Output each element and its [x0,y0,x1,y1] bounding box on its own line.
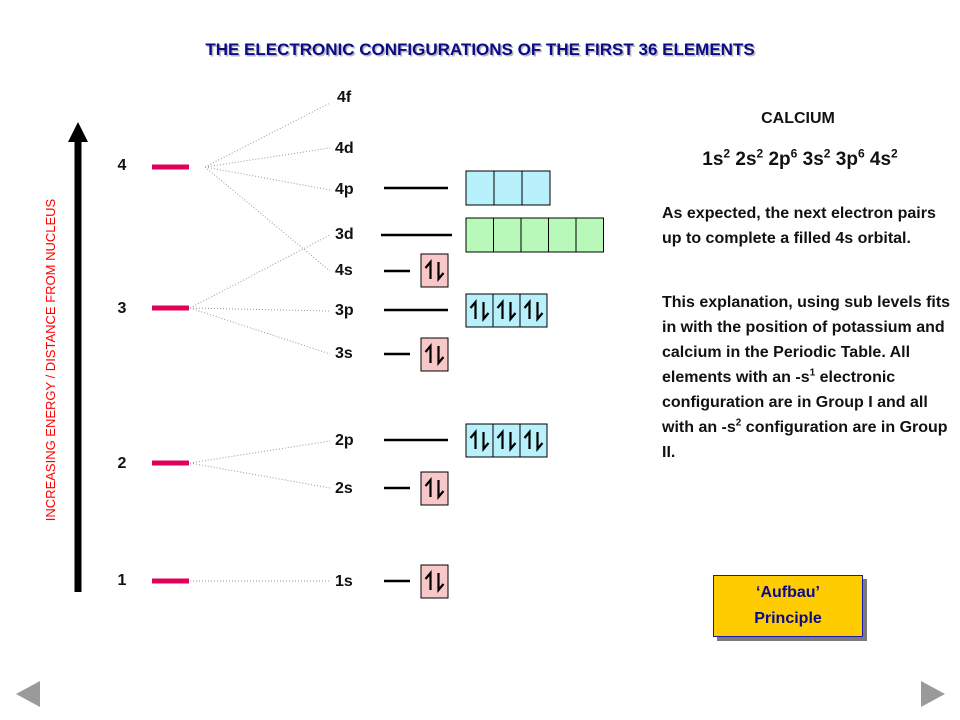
config-electrons-3s: 2 [823,147,831,161]
paragraph-2-part-2: electronic configuration are in Group I and all with an -s [662,369,928,436]
energy-arrow-head-icon [68,122,88,142]
aufbau-label-line-2: Principle [754,610,822,627]
config-electrons-1s: 2 [723,147,731,161]
config-electrons-4s: 2 [891,147,898,161]
orbital-box-4s-1 [421,254,448,287]
sublevel-label-3s: 3s [335,345,353,362]
orbital-box-3s-1 [421,338,448,371]
config-term-3s: $3s^2$ [802,147,831,171]
orbital-box-3p-1 [466,294,493,327]
orbital-box-3d-1 [466,218,494,252]
config-electrons-2s: 2 [756,147,764,161]
orbital-box-2p-1 [466,424,493,457]
sublevel-label-4p: 4p [335,181,354,198]
orbital-box-4p-1 [466,171,494,205]
config-term-2p: $2p^6$ [768,147,798,171]
electron-configuration [660,147,940,171]
config-term-4s: $4s^2$ [869,147,898,171]
aufbau-principle-button[interactable] [713,575,863,637]
orbital-box-1s-1 [421,565,448,598]
config-electrons-3p: 6 [857,147,865,161]
sublevel-label-1s: 1s [335,573,353,590]
orbital-box-2p-2 [493,424,520,457]
sublevel-label-4s: 4s [335,262,353,279]
shell-label-2: 2 [117,455,127,472]
orbital-box-2p-3 [520,424,547,457]
orbital-box-2s-1 [421,472,448,505]
sublevel-label-3p: 3p [335,302,354,319]
element-name: CALCIUM [761,110,835,127]
shell-label-4: 4 [117,157,127,174]
sublevel-label-4d: 4d [335,140,354,157]
triangle-right-icon[interactable] [921,681,945,707]
config-electrons-2p: 6 [790,147,798,161]
page-title: THE ELECTRONIC CONFIGURATIONS OF THE FIRST 36 ELEMENTS [205,40,755,59]
shell-label-1: 1 [117,572,127,589]
orbital-box-3d-3 [521,218,549,252]
orbital-box-3d-2 [494,218,522,252]
sublevel-label-3d: 3d [335,226,354,243]
config-term-2s: $2s^2$ [735,147,764,171]
explanation-paragraph-2 [662,290,952,465]
orbital-box-4p-3 [522,171,550,205]
orbital-box-3p-2 [493,294,520,327]
sublevel-label-2p: 2p [335,432,354,449]
orbital-box-4p-2 [494,171,522,205]
orbital-box-3d-4 [549,218,577,252]
explanation-paragraph-1: As expected, the next electron pairs up to complete a filled 4s orbital. [662,205,936,247]
paragraph-2-part-1: This explanation, using sub levels fits in with the position of potassium and calcium in the Periodic Table. All elements with an -s [662,294,951,386]
aufbau-label-line-1: ‘Aufbau’ [756,584,820,601]
orbital-box-3p-3 [520,294,547,327]
energy-level-lines [381,188,452,581]
energy-axis-label: INCREASING ENERGY / DISTANCE FROM NUCLEUS [43,198,58,522]
triangle-left-icon[interactable] [16,681,40,707]
sublevel-connectors [190,103,330,581]
sublevel-label-4f: 4f [337,89,352,106]
paragraph-2-sup-1: 1 [809,367,816,379]
orbital-box-3d-5 [576,218,604,252]
paragraph-2-sup-2: 2 [735,417,742,429]
config-term-1s: $1s^2$ [702,147,731,171]
shell-label-3: 3 [117,300,127,317]
sublevel-label-2s: 2s [335,480,353,497]
paragraph-2-part-3: configuration are in Group II. [662,419,948,461]
config-term-3p: $3p^6$ [835,147,865,171]
